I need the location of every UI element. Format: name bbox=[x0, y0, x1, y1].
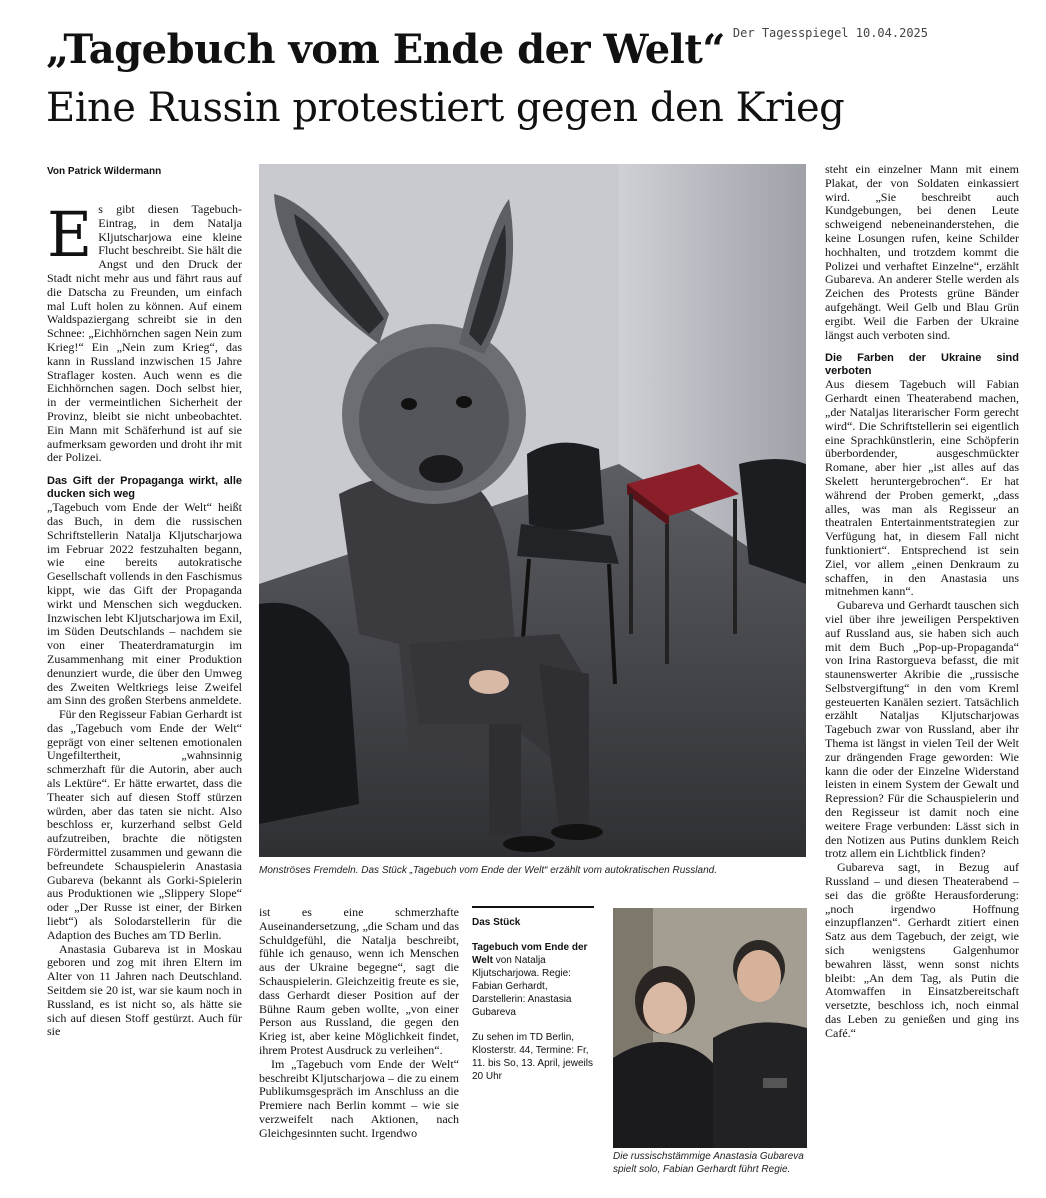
article-column-1 bbox=[47, 198, 242, 1039]
info-box bbox=[472, 906, 594, 1083]
play-details: von Natalja Kljutscharjowa. Regie: Fabian Gerhardt, Darstellerin: Anastasia Gubareva bbox=[472, 955, 572, 1018]
main-photo-caption: Monströses Fremdeln. Das Stück „Tagebuch vom Ende der Welt“ erzählt vom autokratischen Russland. bbox=[259, 865, 717, 876]
subheading: Das Gift der Propaganga wirkt, alle ducken sich weg bbox=[47, 475, 242, 501]
portrait-caption: Die russischstämmige Anastasia Gubareva spielt solo, Fabian Gerhardt führt Regie. bbox=[613, 1151, 804, 1175]
paragraph: Aus diesem Tagebuch will Fabian Gerhardt einen Theaterabend machen, „der Nataljas literarischer Form gerecht wird“. Die Schriftstellerin sei eigentlich eine Sprachkünstlerin, eine Schöpferin überbordender, ausgeschmückter Romane, aber hier „ist alles auf das Skelett heruntergebrochen“. Er hat während der Proben gemerkt, „dass alles, was man als Regisseur an theatralen Entertainmentstrategien zur Verfügung hat, in diesem Fall nicht funktioniert“. Entsprechend ist sein Ziel, vor allem „einen Denkraum zu schaffen, in den Anastasia uns mitnehmen kann“. bbox=[825, 377, 1019, 599]
byline: Von Patrick Wildermann bbox=[47, 166, 162, 177]
play-title: Tagebuch vom Ende der Welt bbox=[472, 942, 588, 966]
paragraph: „Tagebuch vom Ende der Welt“ heißt das Buch, in dem die russischen Schriftstellerin Natalja Kljutscharjowa im Februar 2022 festzuhalten begann, wie eine bereits autokratische Gesellschaft vollends in den Faschismus kippt, wie das Gift der Propaganda wirkt und Menschen sich wegducken. Inzwischen lebt Kljutscharjowa im Exil, im Süden Deutschlands – nachdem sie von einer Theaterdramaturgin im Zusammenhang mit einer Produktion denunziert wurde, die über den Umweg des Zweiten Weltkriegs leise Zweifel am Sinn des großen Sterbens anmeldete. bbox=[47, 500, 242, 708]
article-column-4 bbox=[825, 163, 1019, 1041]
paragraph: steht ein einzelner Mann mit einem Plakat, der von Soldaten einkassiert wird. „Sie beschreibt auch Kundgebungen, bei denen Leute schweigend nebeneinanderstehen, die keine Losungen rufen, keine Schilder hochhalten, und trotzdem kommt die Polizei und verhaftet Einzelne“, erzählt Gubareva. An anderer Stelle werden als Zeichen des Protests grüne Bänder aufgehängt. Weil Gelb und Blau Grün ergibt. Weil die Farben der Ukraine längst auch verboten sind. bbox=[825, 162, 1019, 342]
paragraph: Im „Tagebuch vom Ende der Welt“ beschreibt Kljutscharjowa – die zu einem Publikumsgespräch im Anschluss an die Premiere nach Berlin kommt – wie sie verzweifelt nach Aktionen, nach Gleichgesinnten sucht. Irgendwo bbox=[259, 1056, 459, 1140]
play-dates: Zu sehen im TD Berlin, Klosterstr. 44, Termine: Fr, 11. bis So, 13. April, jeweils 20 Uhr bbox=[472, 1032, 593, 1082]
portrait-photo bbox=[613, 908, 807, 1148]
paragraph: Gubareva sagt, in Bezug auf Russland – und diesen Theaterabend – sei das die größte Herausforderung: „noch irgendwo Hoffnung einzupflanzen“. Gerhardt zitiert einen Satz aus dem Tagebuch, der zeigt, wie sich wenigstens Galgenhumor bewahren lässt, wenn sonst nichts bleibt: „An dem Tag, als Putin die Atomwaffen in Einsatzbereitschaft versetzte, beschloss ich, noch einmal das Leben zu genießen und ging ins Café.“ bbox=[825, 860, 1019, 1040]
paragraph bbox=[47, 198, 242, 465]
paragraph: Anastasia Gubareva ist in Moskau geboren und zog mit ihren Eltern im Alter von 11 Jahren nach Deutschland. Seitdem sie 20 ist, war sie kaum noch in Russland, es ist nicht so, als hätte sie sich auf diesen Stoff gestürzt. Auch für sie bbox=[47, 941, 242, 1039]
info-box-label: Das Stück bbox=[472, 917, 521, 928]
headline: „Tagebuch vom Ende der Welt“ bbox=[46, 26, 725, 73]
paragraph: Für den Regisseur Fabian Gerhardt ist das „Tagebuch vom Ende der Welt“ geprägt von einer seltenen emotionalen Ungefiltertheit, „wahnsinnig schmerzhaft für die Autorin, aber auch als Lektüre“. Er hätte erwartet, dass die Theater sich auf diesen Stoff stürzen würden, aber das taten sie nicht. Also beschloss er, kurzerhand selbst Geld aufzutreiben, brachte die nötigsten Fördermittel zusammen und gewann die befreundete Schauspielerin Anastasia Gubareva (bekannt als Gorki-Spielerin aus Produktionen wie „Slippery Slope“ oder „Der Russe ist einer, der Birken liebt“) als Solodarstellerin für die Adaption des Buches am TD Berlin. bbox=[47, 707, 242, 942]
subheadline: Eine Russin protestiert gegen den Krieg bbox=[46, 85, 845, 131]
rabbit-mask-illustration bbox=[259, 164, 806, 857]
drop-cap: E bbox=[47, 198, 93, 271]
main-photo bbox=[259, 164, 806, 857]
paragraph: ist es eine schmerzhafte Auseinandersetzung, „die Scham und das Schuldgefühl, die Natalja beschreibt, fühle ich genauso, wenn ich Menschen aus der Ukraine begegne“, sagt die Schauspielerin. Gleichzeitig freute es sie, dass Gerhardt dieser Position auf der Bühne Raum geben wollte, „von einer Person aus Russland, die gegen den Krieg ist, aber keine Möglichkeit findet, ihrem Protest Ausdruck zu verleihen“. bbox=[259, 905, 459, 1057]
info-box-body bbox=[472, 941, 594, 1019]
article-column-2 bbox=[259, 906, 459, 1141]
portrait-illustration bbox=[613, 908, 807, 1148]
source-line: Der Tagesspiegel 10.04.2025 bbox=[732, 26, 928, 40]
paragraph: Gubareva und Gerhardt tauschen sich viel über ihre jeweiligen Perspektiven auf Russland aus, sie haben sich auch mit dem Buch „Pop-up-Propaganda“ von Irina Rastorgueva befasst, die mit staunenswerter Akribie die „russische Selbstvergiftung“ in den vom Kreml gesteuerten Kanälen seziert. Tatsächlich erzählt Nataljas Kljutscharjowas Tagebuch zwar von Russland, aber ihr Thema ist längst in vielen Teil der Welt zur drängenden Frage geworden: Wie kann die oder der Einzelne Widerstand leisten in einem System der Gewalt und Repression? Für die Schauspielerin und den Regisseur ist damit noch eine weitere Frage verbunden: Lässt sich in den Notizen aus Putins dunklem Reich trotz allem ein Lichtblick finden? bbox=[825, 598, 1019, 861]
subheading: Die Farben der Ukraine sind verboten bbox=[825, 352, 1019, 378]
paragraph-text: s gibt diesen Tagebuch-Eintrag, in dem Natalja Kljutscharjowa eine kleine Flucht beschreibt. Sie hält die Angst und den Druck der Stadt nicht mehr aus und fährt raus auf die Datscha zu Freunden, um einfach mal Luft holen zu können. Auf einem Waldspaziergang schreibt sie in den Schnee: „Eichhörnchen sagen Nein zum Krieg!“ Ein „Nein zum Krieg“, das kann in Russland inzwischen 15 Jahre Straflager kosten. Auch wenn es die Eichhörnchen sagen. Doch selbst hier, in der vermeintlichen Sicherheit der Provinz, bleibt sie nicht unbeobachtet. Ein Mann mit Schäferhund ist auf sie aufmerksam geworden und droht ihr mit der Polizei. bbox=[47, 202, 242, 465]
